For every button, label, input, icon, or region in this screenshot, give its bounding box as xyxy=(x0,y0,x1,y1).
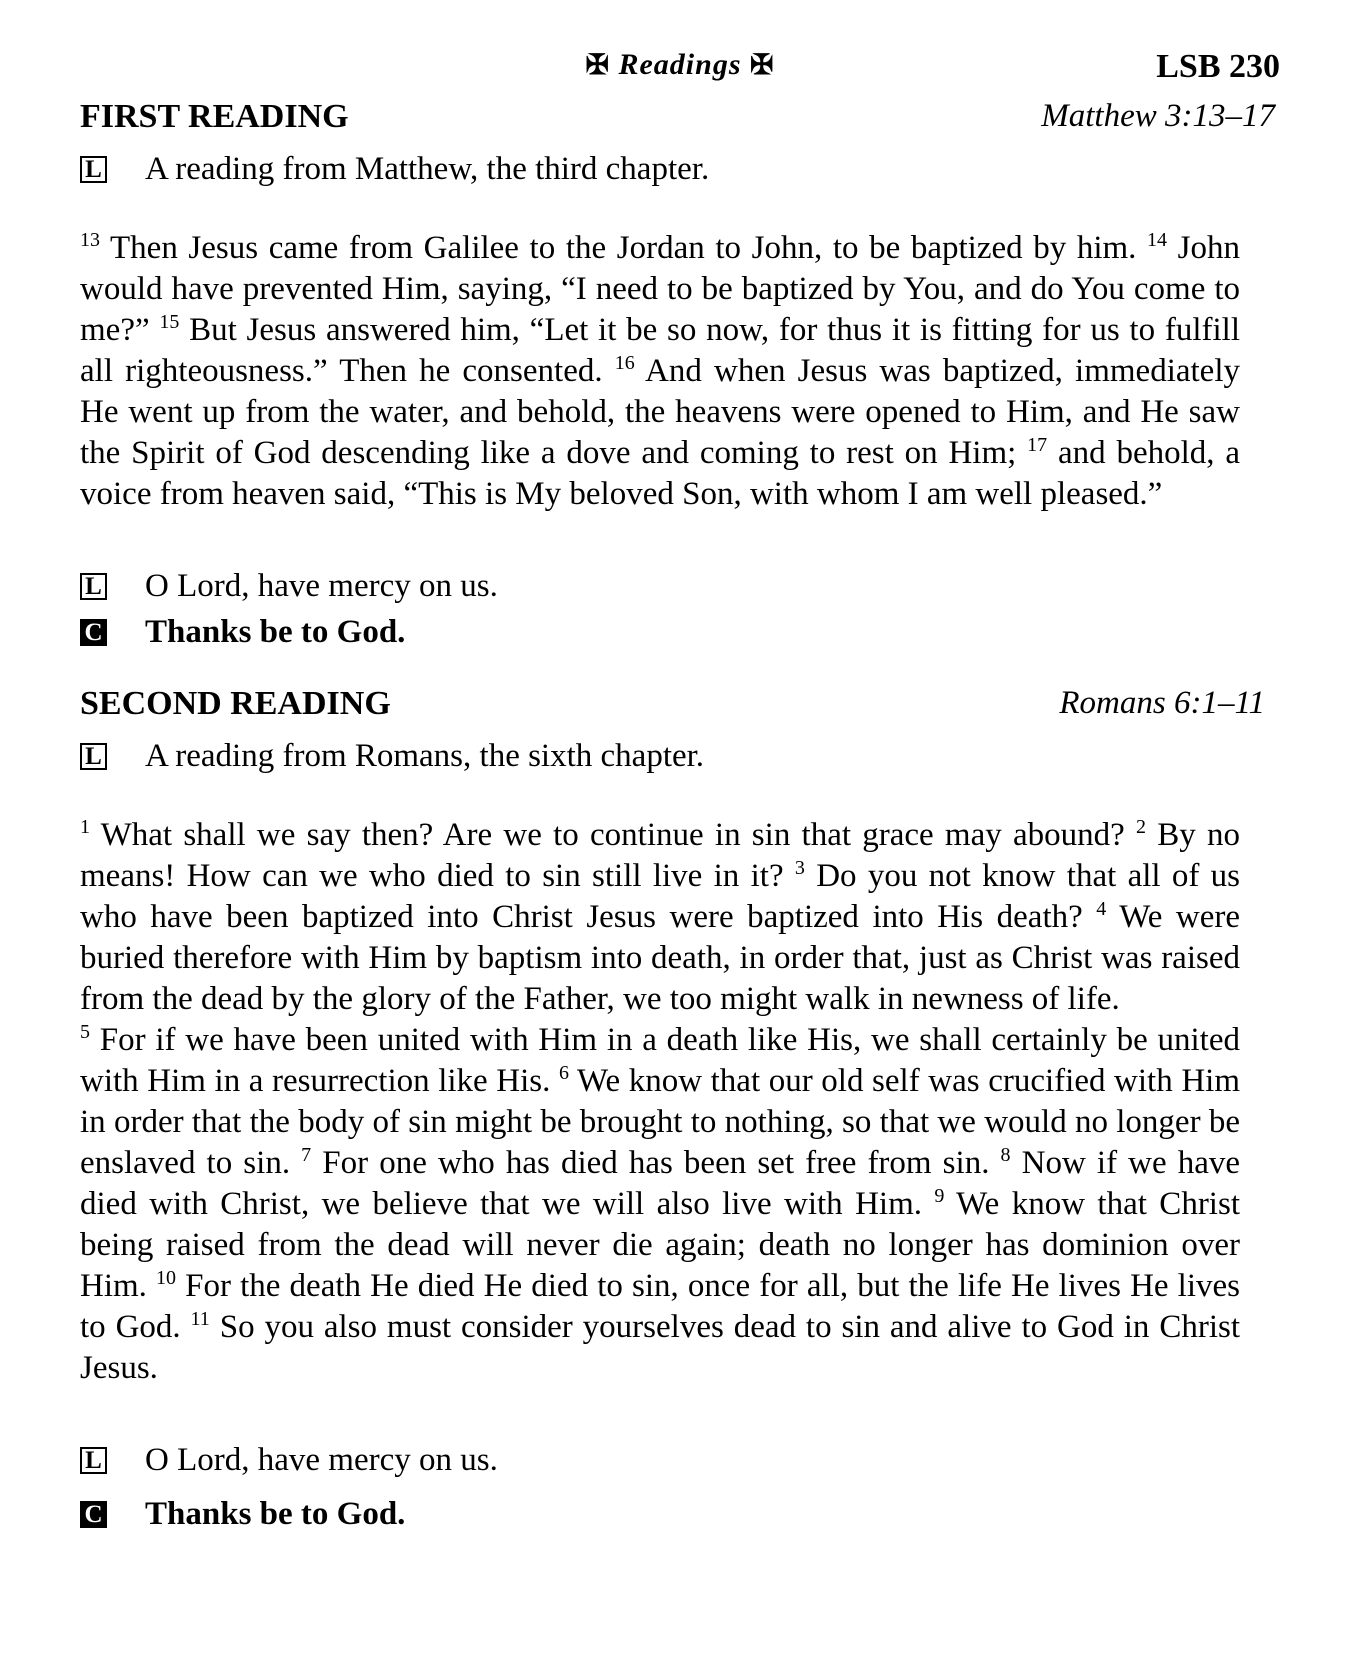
verse-text: So you also must consider yourselves dead to sin and alive to God in Christ Jesus. xyxy=(80,1309,1241,1386)
verse-number: 1 xyxy=(80,816,90,838)
page-header xyxy=(80,48,1280,98)
first-reading-title: FIRST READING xyxy=(80,98,349,135)
verse-text: For if we have been united with Him in a death like His, we shall certainly be united with Him in a resurrection like His. xyxy=(80,1022,1240,1099)
leader-badge: L xyxy=(80,743,107,770)
verse-number: 3 xyxy=(794,857,805,879)
cross-right-icon: ✠ xyxy=(750,50,775,81)
verse-text: We know that Christ being raised from the dead will never die again; death no longer has dominion over Him. xyxy=(80,1186,1240,1304)
second-reading-title: SECOND READING xyxy=(80,685,391,722)
second-congregation-response xyxy=(80,1491,1280,1537)
verse-text: John would have prevented Him, saying, “I need to be baptized by You, and do You come to me?” xyxy=(80,230,1240,348)
second-reading-paragraph xyxy=(80,815,1240,1020)
verse-number: 15 xyxy=(159,311,180,333)
verse-number: 16 xyxy=(614,352,635,374)
verse-text: And when Jesus was baptized, immediately He went up from the water, and behold, the heavens were opened to Him, and He saw the Spirit of God descending like a dove and coming to rest on Him; xyxy=(80,353,1240,471)
first-reading-passage xyxy=(80,228,1240,515)
verse-number: 17 xyxy=(1027,434,1048,456)
second-reading-header xyxy=(80,685,1280,733)
first-reading-intro xyxy=(80,146,1280,192)
leader-response-text: O Lord, have mercy on us. xyxy=(145,1441,498,1478)
first-reading-header xyxy=(80,98,1280,146)
congregation-response-text: Thanks be to God. xyxy=(145,1495,406,1532)
bulletin-page xyxy=(80,48,1280,1537)
congregation-badge: C xyxy=(80,619,107,646)
verse-number: 9 xyxy=(934,1185,945,1207)
first-reading-reference: Matthew 3:13–17 xyxy=(1041,98,1275,134)
verse-number: 6 xyxy=(558,1062,569,1084)
verse-number: 8 xyxy=(1000,1144,1011,1166)
verse-number: 11 xyxy=(190,1308,210,1330)
verse-number: 7 xyxy=(301,1144,312,1166)
verse-text: We were buried therefore with Him by baptism into death, in order that, just as Christ was raised from the dead by the glory of the Father, we too might walk in newness of life. xyxy=(80,899,1241,1017)
section-heading xyxy=(80,48,1280,82)
leader-badge: L xyxy=(80,573,107,600)
verse-number: 2 xyxy=(1136,816,1147,838)
intro-text: A reading from Matthew, the third chapter. xyxy=(145,150,710,187)
verse-text: Then Jesus came from Galilee to the Jordan to John, to be baptized by him. xyxy=(100,230,1148,266)
intro-text: A reading from Romans, the sixth chapter. xyxy=(145,737,705,774)
verse-number: 10 xyxy=(156,1267,177,1289)
verse-text: For the death He died He died to sin, once for all, but the life He lives He lives to God. xyxy=(80,1268,1240,1345)
verse-text: By no means! How can we who died to sin still live in it? xyxy=(80,817,1240,894)
verse-text: What shall we say then? Are we to continue in sin that grace may abound? xyxy=(90,817,1137,853)
verse-text: For one who has died has been set free from sin. xyxy=(311,1145,1001,1181)
hymnal-reference: LSB 230 xyxy=(1156,48,1280,85)
congregation-response-text: Thanks be to God. xyxy=(145,613,406,650)
first-leader-response xyxy=(80,563,1280,609)
second-reading-paragraph xyxy=(80,1020,1240,1389)
verse-number: 5 xyxy=(80,1021,90,1043)
verse-text: Do you not know that all of us who have been baptized into Christ Jesus were baptized into His death? xyxy=(80,858,1240,935)
leader-response-text: O Lord, have mercy on us. xyxy=(145,567,498,604)
section-title: Readings xyxy=(618,48,742,81)
congregation-badge: C xyxy=(80,1501,107,1528)
first-congregation-response xyxy=(80,609,1280,655)
leader-badge: L xyxy=(80,1447,107,1474)
verse-text: But Jesus answered him, “Let it be so now, for thus it is fitting for us to fulfill all righteousness.” Then he consented. xyxy=(80,312,1241,389)
verse-number: 14 xyxy=(1147,229,1168,251)
cross-left-icon: ✠ xyxy=(585,50,610,81)
second-reading-intro xyxy=(80,733,1280,779)
verse-text: We know that our old self was crucified with Him in order that the body of sin might be brought to nothing, so that we would no longer be enslaved to sin. xyxy=(80,1063,1240,1181)
verse-number: 13 xyxy=(80,229,100,251)
second-leader-response xyxy=(80,1437,1280,1483)
leader-badge: L xyxy=(80,156,107,183)
verse-text: Now if we have died with Christ, we believe that we will also live with Him. xyxy=(80,1145,1241,1222)
verse-number: 4 xyxy=(1096,898,1107,920)
verse-text: and behold, a voice from heaven said, “This is My beloved Son, with whom I am well pleased.” xyxy=(80,435,1241,512)
second-reading-reference: Romans 6:1–11 xyxy=(1059,685,1265,721)
